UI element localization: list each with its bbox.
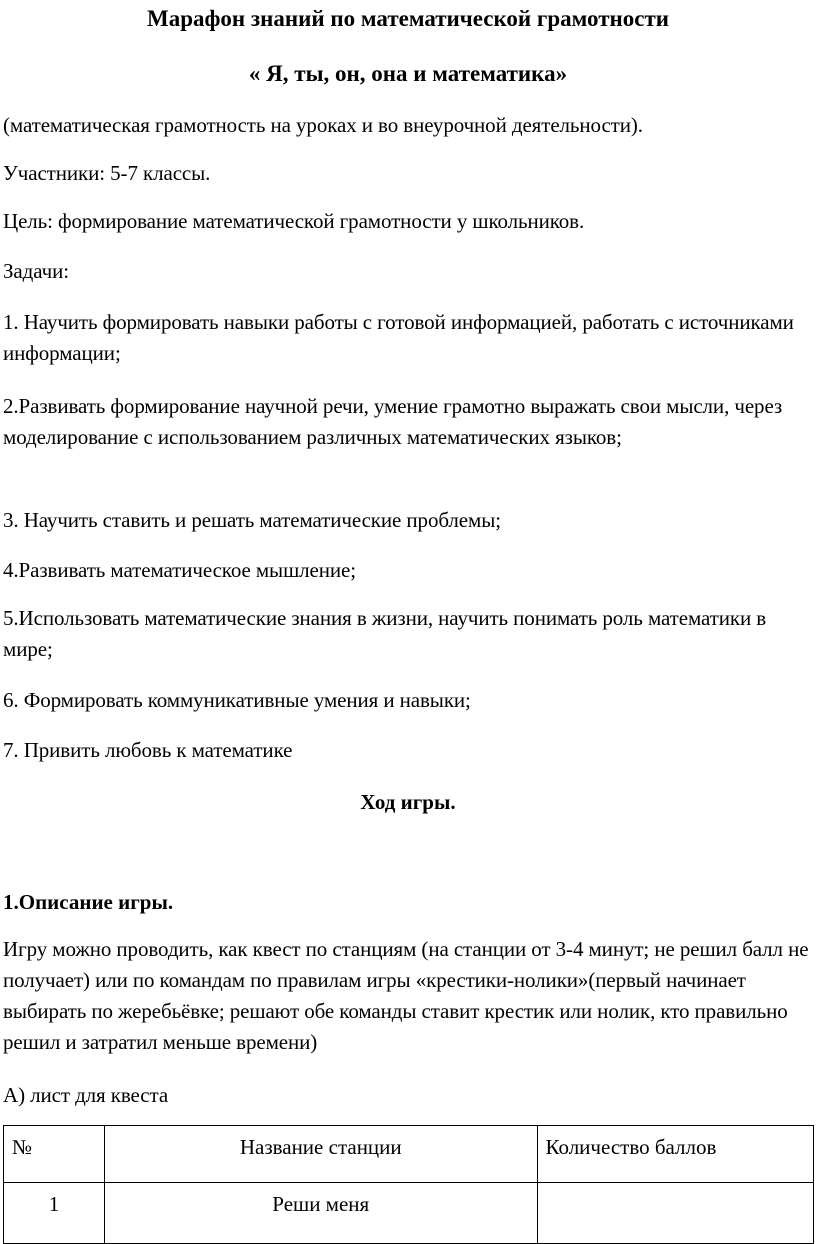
participants-line: Участники: 5-7 классы. xyxy=(3,161,211,185)
table-header-row xyxy=(4,1126,814,1183)
section-text: Игру можно проводить, как квест по станциям (на станции от 3-4 минут; не решил балл не получает) или по командам по правилам игры «крестики-нолики»(первый начинает выбирать по жеребьёвке; решают обе команды ставит крестик или нолик, кто правильно решил и затратил меньше времени) xyxy=(3,937,809,1054)
quest-sheet-label: А) лист для квеста xyxy=(3,1083,169,1107)
document-subtitle-title: « Я, ты, он, она и математика» xyxy=(248,61,568,86)
task-item: 6. Формировать коммуникативные умения и навыки; xyxy=(3,688,471,712)
goal-line: Цель: формирование математической грамотности у школьников. xyxy=(3,209,585,233)
task-item: 4.Развивать математическое мышление; xyxy=(3,558,356,582)
quest-table xyxy=(3,1125,814,1244)
table-row xyxy=(4,1183,814,1244)
task-item: 2.Развивать формирование научной речи, умение грамотно выражать свои мысли, через моделирование с использованием различных математических языков; xyxy=(3,394,783,449)
game-heading: Ход игры. xyxy=(360,790,456,814)
task-item: 5.Использовать математические знания в жизни, научить понимать роль математики в мире; xyxy=(3,606,767,661)
table-cell-station: Реши меня xyxy=(104,1183,537,1244)
table-header-cell-station: Название станции xyxy=(104,1126,537,1183)
table-header-cell-number: № xyxy=(4,1126,105,1183)
table-cell-number: 1 xyxy=(4,1183,105,1244)
intro-note: (математическая грамотность на уроках и во внеурочной деятельности). xyxy=(3,113,643,137)
task-item: 3. Научить ставить и решать математические проблемы; xyxy=(3,508,501,532)
task-item: 7. Привить любовь к математике xyxy=(3,738,293,762)
task-item: 1. Научить формировать навыки работы с готовой информацией, работать с источниками информации; xyxy=(3,310,794,365)
table-header-cell-score: Количество баллов xyxy=(537,1126,813,1183)
table-cell-score xyxy=(537,1183,813,1244)
document-title: Марафон знаний по математической грамотности xyxy=(146,6,670,31)
tasks-label: Задачи: xyxy=(3,259,69,283)
section-heading: 1.Описание игры. xyxy=(3,890,174,914)
